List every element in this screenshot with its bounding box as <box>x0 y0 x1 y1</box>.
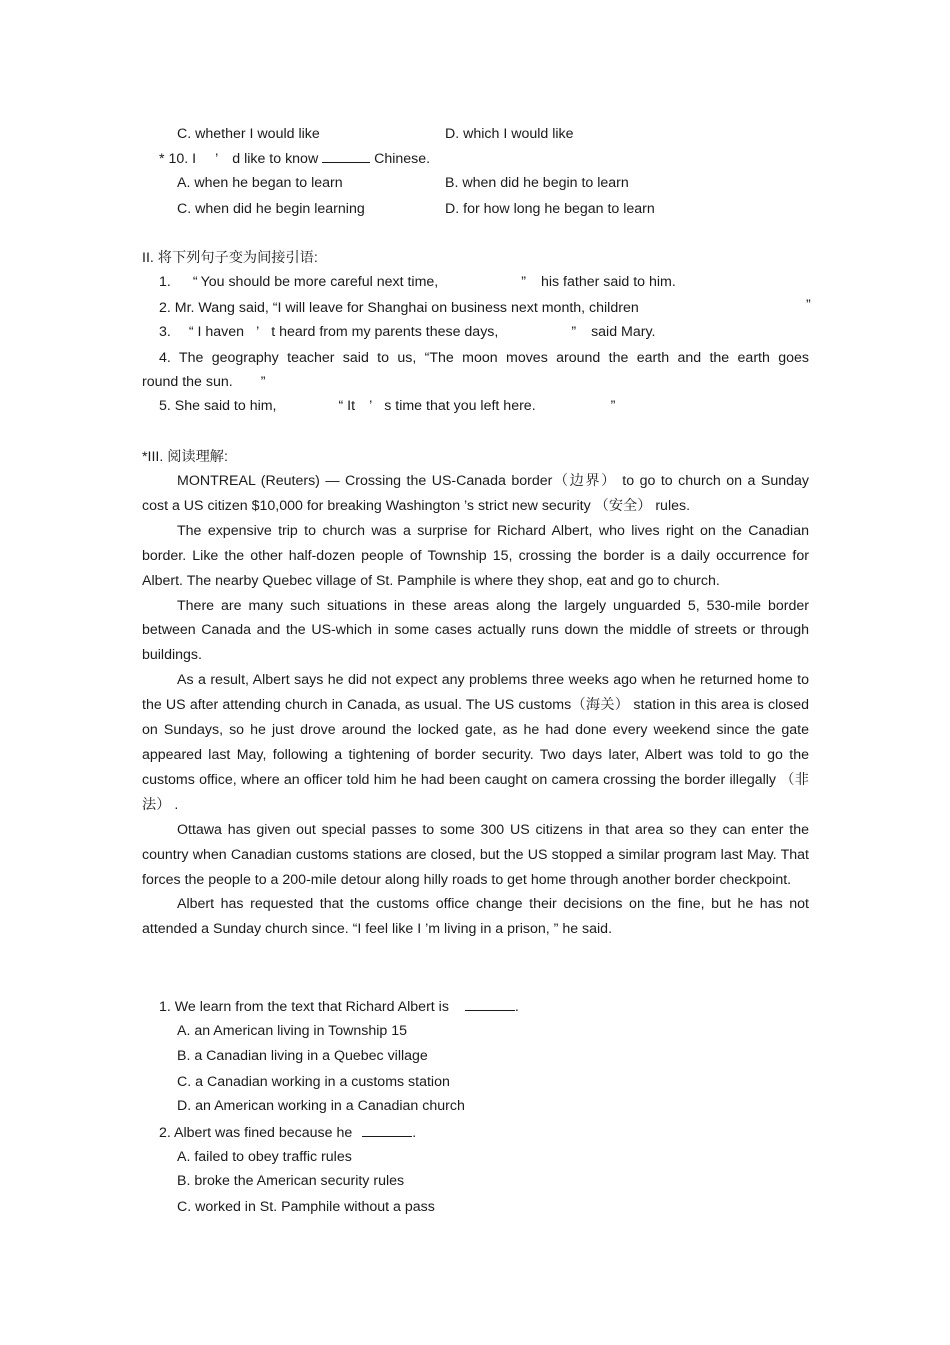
close-quote: ” <box>806 297 811 313</box>
sentence-text: “ I haven <box>188 324 245 340</box>
passage-paragraph-6: Albert has requested that the customs office change their decisions on the fine, but he has not attended a Sunday church since. “I feel like I ’m living in a prison, ” he said. <box>142 896 809 938</box>
part2-sentence-1 <box>159 273 676 291</box>
question-stem: 1. We learn from the text that Richard Albert is <box>159 999 449 1015</box>
q10-text: d like to know <box>232 151 319 167</box>
sentence-text: round the sun. <box>142 374 233 390</box>
sentence-text: t heard from my parents these days, <box>271 324 499 340</box>
apostrophe: ’ <box>215 151 219 167</box>
part2-heading: II. 将下列句子变为间接引语: <box>142 250 318 266</box>
close-quote: ” <box>571 324 577 340</box>
passage-paragraph-1: MONTREAL (Reuters) — Crossing the US-Canada border（边界） to go to church on a Sunday cost a US citizen $10,000 for breaking Washington ’s strict new security （安全） rules. <box>142 473 809 514</box>
passage-paragraph-2: The expensive trip to church was a surprise for Richard Albert, who lives right on the Canadian border. Like the other half-dozen people of Township 15, crossing the border is a daily occurrence for Albert. The nearby Quebec village of St. Pamphile is where they shop, eat and go to church. <box>142 522 809 589</box>
question-2-option-b: B. broke the American security rules <box>177 1173 405 1189</box>
sentence-text: s time that you left here. <box>384 398 536 414</box>
q9-option-c: C. whether I would like <box>177 126 320 142</box>
period: . <box>412 1125 417 1141</box>
q10-stem <box>159 149 430 168</box>
open-quote: “ <box>192 274 198 290</box>
close-quote: ” <box>260 374 266 390</box>
question-2-option-c: C. worked in St. Pamphile without a pass <box>177 1199 435 1215</box>
question-1-option-a: A. an American living in Township 15 <box>177 1023 408 1039</box>
part2-sentence-5 <box>159 397 615 415</box>
q10-option-c: C. when did he begin learning <box>177 201 365 217</box>
reading-passage <box>142 469 809 942</box>
q10-number: * 10. I <box>159 151 197 167</box>
q10-option-a: A. when he began to learn <box>177 175 343 191</box>
question-1-option-d: D. an American working in a Canadian church <box>177 1098 465 1114</box>
part2-sentence-4-line2 <box>142 373 265 391</box>
passage-paragraph-3: There are many such situations in these areas along the largely unguarded 5, 530-mile border between Canada and the US-which in some cases actually runs down the middle of streets or through buildings. <box>142 597 809 664</box>
close-quote: ” <box>610 398 616 414</box>
question-1-option-b: B. a Canadian living in a Quebec village <box>177 1048 428 1064</box>
part2-sentence-2: 2. Mr. Wang said, “I will leave for Shanghai on business next month, children <box>159 300 639 316</box>
answer-blank <box>465 997 515 1011</box>
sentence-text: You should be more careful next time, <box>200 274 439 290</box>
sentence-text: 5. She said to him, <box>159 398 277 414</box>
close-quote: ” <box>521 274 526 290</box>
passage-paragraph-4: As a result, Albert says he did not expect any problems three weeks ago when he returned home to the US after attending church in Canada, as usual. The US customs（海关） station in this area is closed on Sundays, so he just drove around the locked gate, as he had done every weekend since the gate appeared last May, following a tightening of border security. Two days later, Albert was told to go the customs office, where an officer told him he had been caught on camera crossing the border illegally （非法） . <box>142 672 809 813</box>
apostrophe: ’ <box>369 398 373 414</box>
question-1 <box>159 997 519 1016</box>
sentence-number: 1. <box>159 274 171 290</box>
q10-tail: Chinese. <box>374 151 431 167</box>
question-stem: 2. Albert was fined because he <box>159 1125 353 1141</box>
answer-blank <box>362 1123 412 1137</box>
q10-option-b: B. when did he begin to learn <box>445 175 629 191</box>
answer-blank <box>322 149 370 163</box>
apostrophe: ’ <box>256 324 260 340</box>
sentence-number: 3. <box>159 324 171 340</box>
open-quote: “ It <box>338 398 356 414</box>
part2-sentence-3 <box>159 323 655 341</box>
question-2 <box>159 1123 416 1142</box>
q10-option-d: D. for how long he began to learn <box>445 201 655 217</box>
period: . <box>514 999 519 1015</box>
q9-option-d: D. which I would like <box>445 126 574 142</box>
question-2-option-a: A. failed to obey traffic rules <box>177 1149 352 1165</box>
part3-heading: *III. 阅读理解: <box>142 449 228 465</box>
passage-paragraph-5: Ottawa has given out special passes to some 300 US citizens in that area so they can enter the country when Canadian customs stations are closed, but the US stopped a similar program last May. That forces the people to a 200-mile detour along hilly roads to get home through another border checkpoint. <box>142 821 809 888</box>
sentence-tail: said Mary. <box>591 324 656 340</box>
part2-sentence-4-line1: 4. The geography teacher said to us, “The moon moves around the earth and the earth goes <box>159 350 809 366</box>
sentence-tail: his father said to him. <box>540 274 676 290</box>
question-1-option-c: C. a Canadian working in a customs station <box>177 1074 450 1090</box>
